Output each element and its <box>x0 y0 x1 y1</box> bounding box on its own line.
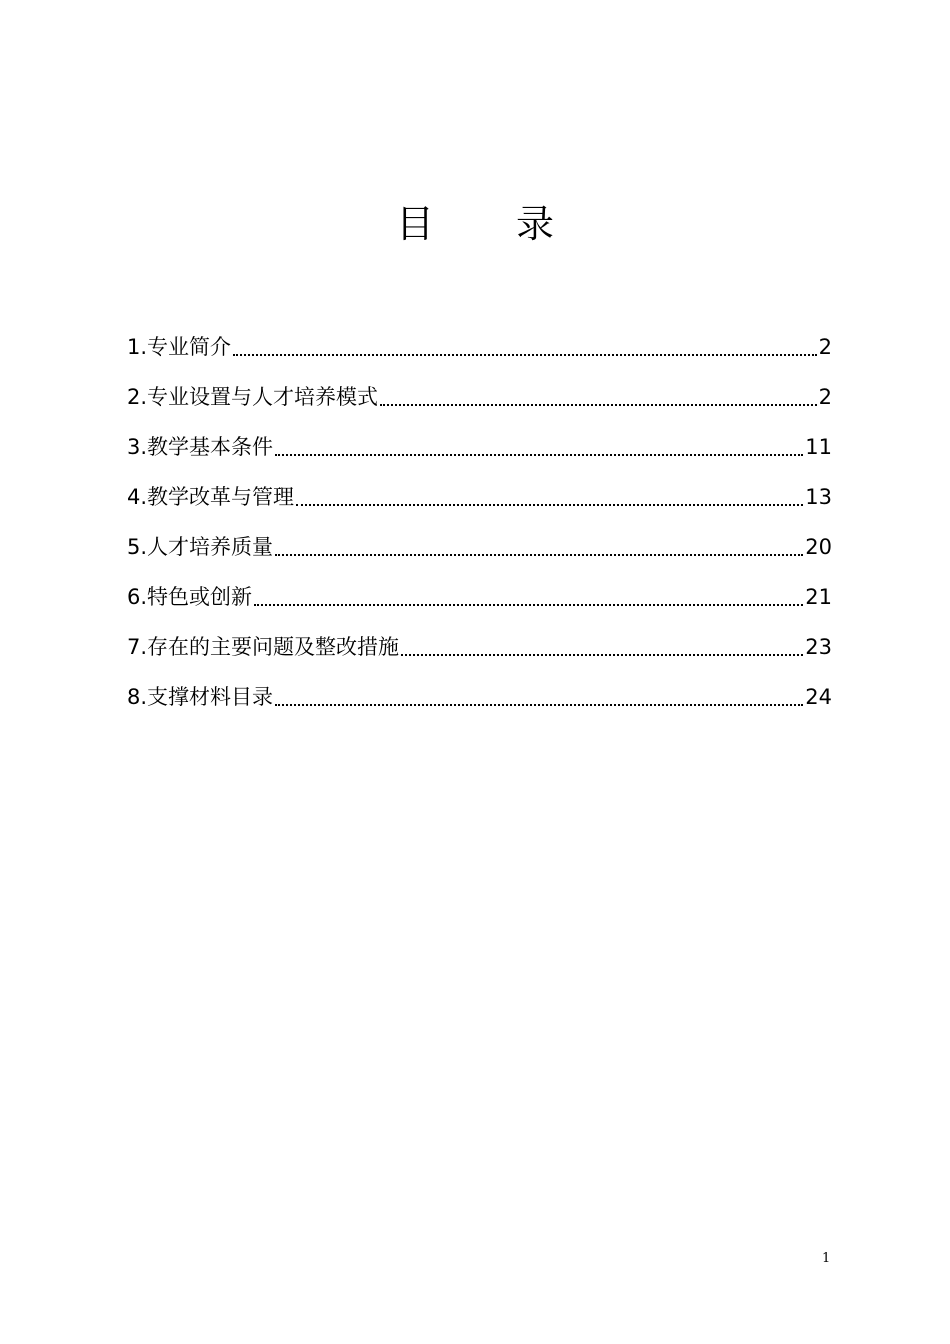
toc-entry[interactable] <box>127 365 832 415</box>
page-title <box>0 196 950 252</box>
toc-entry-label: 6.特色或创新 <box>127 585 253 609</box>
title-char-2: 录 <box>516 202 555 246</box>
toc-entry[interactable] <box>127 515 832 565</box>
toc-entry-label: 8.支撑材料目录 <box>127 685 274 709</box>
toc-dot-leader <box>254 604 803 606</box>
toc-entry[interactable] <box>127 665 832 715</box>
toc-entry[interactable] <box>127 415 832 465</box>
toc-entry-page: 21 <box>805 585 832 609</box>
toc-entry-page: 20 <box>805 535 832 559</box>
toc-entry-page: 2 <box>818 385 832 409</box>
toc-entry-label: 7.存在的主要问题及整改措施 <box>127 635 400 659</box>
title-char-1: 目 <box>395 202 434 246</box>
toc-entry-page: 23 <box>805 635 832 659</box>
toc-dot-leader <box>401 654 803 656</box>
toc-entry-label: 5.人才培养质量 <box>127 535 274 559</box>
toc-entry[interactable] <box>127 565 832 615</box>
toc-dot-leader <box>380 404 817 406</box>
toc-dot-leader <box>275 704 803 706</box>
toc-entry[interactable] <box>127 465 832 515</box>
toc-dot-leader <box>275 454 803 456</box>
page-number: 1 <box>822 1251 831 1266</box>
toc-entry-page: 2 <box>818 335 832 359</box>
table-of-contents <box>127 315 832 715</box>
toc-dot-leader <box>275 554 803 556</box>
toc-entry[interactable] <box>127 315 832 365</box>
toc-dot-leader <box>296 504 803 506</box>
toc-entry-label: 4.教学改革与管理 <box>127 485 295 509</box>
toc-entry[interactable] <box>127 615 832 665</box>
toc-entry-label: 2.专业设置与人才培养模式 <box>127 385 379 409</box>
toc-entry-page: 11 <box>805 435 832 459</box>
toc-entry-page: 13 <box>805 485 832 509</box>
toc-entry-label: 3.教学基本条件 <box>127 435 274 459</box>
toc-dot-leader <box>233 354 817 356</box>
toc-entry-page: 24 <box>805 685 832 709</box>
toc-entry-label: 1.专业简介 <box>127 335 232 359</box>
